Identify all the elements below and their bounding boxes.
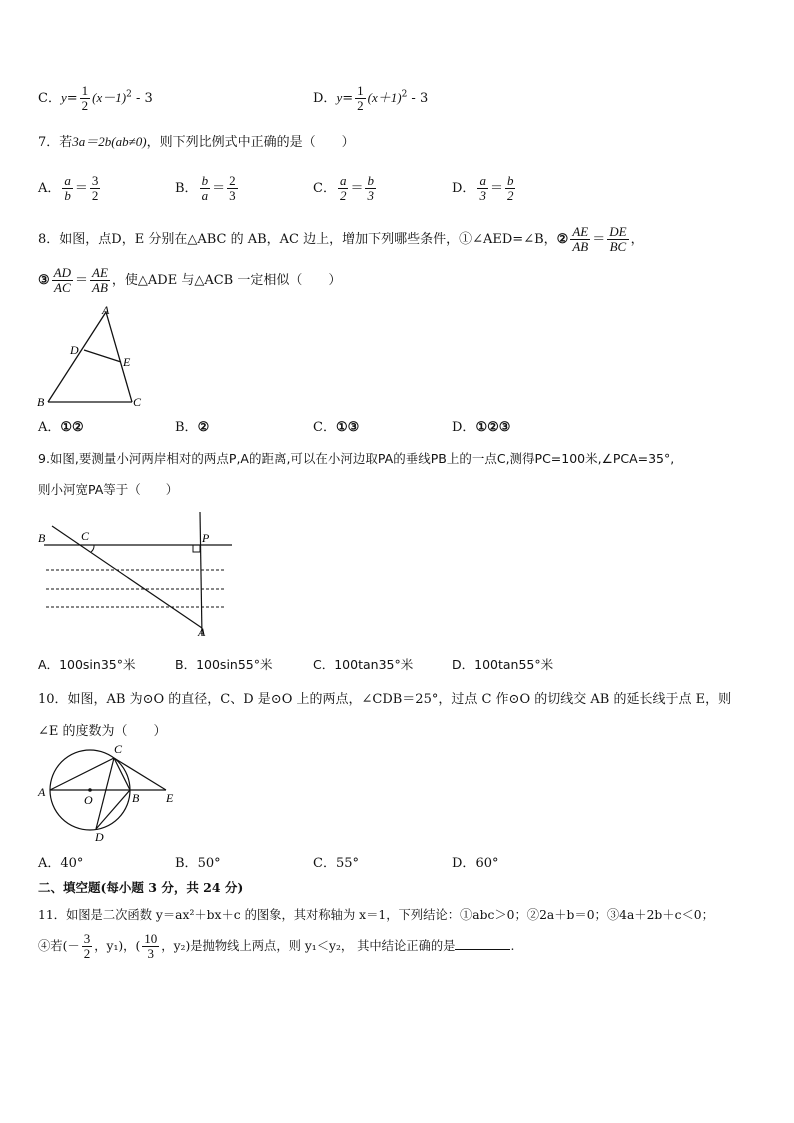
q9-option-d: D．100tan55°米 — [452, 657, 554, 672]
q7-option-b: B． $\frac{b}{a}$ ＝ $\frac{2}{3}$ — [175, 173, 236, 203]
q10-option-c: C．55° — [313, 856, 359, 871]
q9-option-a: A．100sin35°米 — [38, 657, 136, 672]
q9-river-figure — [36, 512, 236, 640]
q11-stem-line2: ④若(－ $\frac{3}{2}$ ，y₁)，( $\frac{10}{3}$ ，y₂)是抛物线上两点，则 y₁＜y₂， 其中结论正确的是 . — [38, 931, 515, 961]
q8-stem-line1: 8．如图，点D，E 分别在△ABC 的 AB，AC 边上，增加下列哪些条件，①∠AED=∠B，② $\frac{AE}{AB}$ ＝ $\frac{DE}{BC}$ ， — [38, 224, 644, 254]
q6-option-d: D．y= $\frac{1}{2}$ $(x+1)^2 - 3$ — [313, 83, 429, 113]
label-b: B — [38, 531, 46, 545]
label-b: B — [132, 791, 140, 805]
q8-option-d: D．①②③ — [452, 420, 511, 435]
q9-option-c: C．100tan35°米 — [313, 657, 414, 672]
q8-stem-line2: ③ $\frac{AD}{AC}$ ＝ $\frac{AE}{AB}$ ，使△ADE 与△ACB 一定相似（ ） — [38, 265, 342, 295]
q9-stem-line1: 9.如图,要测量小河两岸相对的两点P,A的距离,可以在小河边取PA的垂线PB上的一点C,测得PC=100米,∠PCA=35°, — [38, 451, 675, 466]
label-b: B — [37, 395, 45, 409]
label-c: C — [114, 742, 123, 756]
fraction: $\frac{1}{2}$ — [357, 83, 364, 113]
q8-triangle-figure — [34, 302, 154, 410]
q10-circle-figure — [34, 740, 184, 846]
label-c: C — [81, 529, 90, 543]
answer-blank[interactable] — [455, 937, 510, 950]
q9-stem-line2: 则小河宽PA等于（ ） — [38, 482, 179, 497]
fraction: $\frac{1}{2}$ — [81, 83, 89, 113]
q8-option-b: B．② — [175, 420, 210, 435]
label-e: E — [166, 791, 174, 805]
q7-option-d: D． $\frac{a}{3}$ ＝ $\frac{b}{2}$ — [452, 173, 514, 203]
q10-option-b: B．50° — [175, 856, 221, 871]
q7-option-c: C． $\frac{a}{2}$ ＝ $\frac{b}{3}$ — [313, 173, 374, 203]
q10-stem-line2: ∠E 的度数为（ ） — [38, 724, 167, 739]
label-a: A — [198, 625, 206, 639]
label-e: E — [123, 355, 131, 369]
label-d: D — [95, 830, 104, 844]
q8-option-a: A．①② — [38, 420, 84, 435]
label-a: A — [102, 303, 110, 317]
q7-option-a: A． $\frac{a}{b}$ ＝ $\frac{3}{2}$ — [38, 173, 99, 203]
q10-stem-line1: 10．如图，AB 为⊙O 的直径，C、D 是⊙O 上的两点，∠CDB＝25°，过点 C 作⊙O 的切线交 AB 的延长线于点 E，则 — [38, 692, 732, 707]
q10-option-a: A．40° — [38, 856, 84, 871]
label-c: C — [133, 395, 142, 409]
q6-option-c: C．y= $\frac{1}{2}$ $(x-1)^2 - 3$ — [38, 83, 153, 113]
label-p: P — [202, 531, 210, 545]
label-a: A — [38, 785, 46, 799]
q9-option-b: B．100sin55°米 — [175, 657, 273, 672]
q7-stem: 7．若3a＝2b(ab≠0)，则下列比例式中正确的是（ ） — [38, 134, 355, 150]
q8-option-c: C．①③ — [313, 420, 360, 435]
q10-option-d: D．60° — [452, 856, 499, 871]
label-o: O — [84, 793, 93, 807]
section-title: 二、填空题(每小题 3 分，共 24 分) — [38, 880, 244, 895]
label-d: D — [70, 343, 79, 357]
q11-stem-line1: 11．如图是二次函数 y＝ax²＋bx＋c 的图象，其对称轴为 x＝1，下列结论：①abc＞0；②2a＋b＝0；③4a＋2b＋c＜0； — [38, 908, 714, 922]
